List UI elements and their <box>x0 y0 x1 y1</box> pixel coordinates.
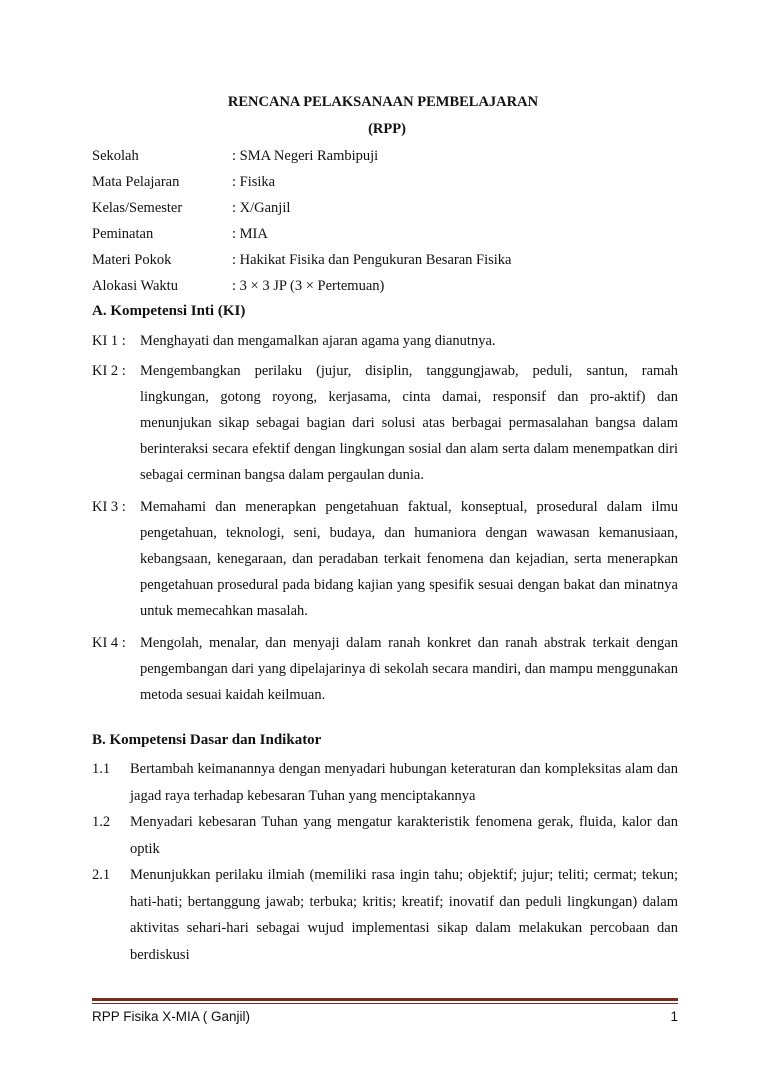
ki-text: Mengembangkan perilaku (jujur, disiplin, tanggungjawab, peduli, santun, ramah lingkungan, gotong royong, kerjasama, cinta damai, responsif dan pro-aktif) dan menunjukan sikap sebagai bagian dari solusi atas berbagai permasalahan bangsa dalam berinteraksi secara efektif dengan lingkungan sosial dan alam serta dalam menempatkan diri sebagai cerminan bangsa dalam pergaulan dunia. <box>140 363 678 483</box>
ki-text: Mengolah, menalar, dan menyaji dalam ranah konkret dan ranah abstrak terkait dengan pengembangan dari yang dipelajarinya di sekolah secara mandiri, dan mampu menggunakan metoda sesuai kaidah keilmuan. <box>140 635 678 703</box>
kd-text: Menyadari kebesaran Tuhan yang mengatur karakteristik fenomena gerak, fluida, kalor dan optik <box>130 814 678 857</box>
ki-item-1 <box>92 328 678 354</box>
info-row-kelas-semester <box>92 198 692 224</box>
ki-item-2 <box>92 358 678 488</box>
info-value: : MIA <box>232 226 268 242</box>
page-number: 1 <box>670 1009 678 1024</box>
info-label: Alokasi Waktu <box>92 278 178 294</box>
kd-number: 2.1 <box>92 867 111 883</box>
kd-item-1-2 <box>92 809 678 862</box>
info-label: Peminatan <box>92 226 154 242</box>
info-row-alokasi-waktu <box>92 276 692 302</box>
kd-list <box>92 756 678 968</box>
ki-item-3 <box>92 494 678 624</box>
info-row-materi-pokok <box>92 250 692 276</box>
document-title: RENCANA PELAKSANAAN PEMBELAJARAN <box>227 94 539 110</box>
document-subtitle: (RPP) <box>368 121 406 137</box>
footer-title: RPP Fisika X-MIA ( Ganjil) <box>92 1009 251 1024</box>
info-label: Materi Pokok <box>92 252 172 268</box>
kd-text: Menunjukkan perilaku ilmiah (memiliki rasa ingin tahu; objektif; jujur; teliti; cermat; tekun; hati-hati; bertanggung jawab; terbuka; kritis; kreatif; inovatif dan peduli lingkungan) dalam aktivitas sehari-hari sebagai wujud implementasi sikap dalam melakukan percobaan dan berdiskusi <box>130 867 678 963</box>
kd-number: 1.1 <box>92 761 111 777</box>
ki-code: KI 1 : <box>92 333 126 349</box>
ki-list <box>92 328 678 708</box>
kd-text: Bertambah keimanannya dengan menyadari hubungan keteraturan dan kompleksitas alam dan jagad raya terhadap kebesaran Tuhan yang menciptakannya <box>130 761 678 804</box>
section-a-heading: A. Kompetensi Inti (KI) <box>92 303 246 319</box>
ki-code: KI 2 : <box>92 363 126 379</box>
ki-code: KI 4 : <box>92 635 126 651</box>
kd-number: 1.2 <box>92 814 111 830</box>
kd-item-1-1 <box>92 756 678 809</box>
ki-code: KI 3 : <box>92 499 126 515</box>
info-row-sekolah <box>92 146 692 172</box>
info-value: : Hakikat Fisika dan Pengukuran Besaran Fisika <box>232 252 512 268</box>
ki-text: Memahami dan menerapkan pengetahuan faktual, konseptual, prosedural dalam ilmu pengetahuan, teknologi, seni, budaya, dan humaniora dengan wawasan kemanusiaan, kebangsaan, kenegaraan, dan peradaban terkait fenomena dan kejadian, serta menerapkan pengetahuan prosedural pada bidang kajian yang spesifik sesuai dengan bakat dan minatnya untuk memecahkan masalah. <box>140 499 678 619</box>
info-label: Kelas/Semester <box>92 200 183 216</box>
kd-item-2-1 <box>92 862 678 968</box>
section-b-heading: B. Kompetensi Dasar dan Indikator <box>92 732 322 748</box>
footer-rule-thin <box>92 1003 678 1004</box>
ki-item-4 <box>92 630 678 708</box>
info-row-mata-pelajaran <box>92 172 692 198</box>
info-value: : X/Ganjil <box>232 200 291 216</box>
info-label: Sekolah <box>92 148 139 164</box>
info-row-peminatan <box>92 224 692 250</box>
ki-text: Menghayati dan mengamalkan ajaran agama yang dianutnya. <box>140 333 496 349</box>
info-value: : 3 × 3 JP (3 × Pertemuan) <box>232 278 385 294</box>
page-footer <box>92 1009 678 1024</box>
identity-table <box>92 146 692 302</box>
footer-rule-thick <box>92 998 678 1001</box>
info-value: : SMA Negeri Rambipuji <box>232 148 379 164</box>
info-value: : Fisika <box>232 174 276 190</box>
info-label: Mata Pelajaran <box>92 174 180 190</box>
